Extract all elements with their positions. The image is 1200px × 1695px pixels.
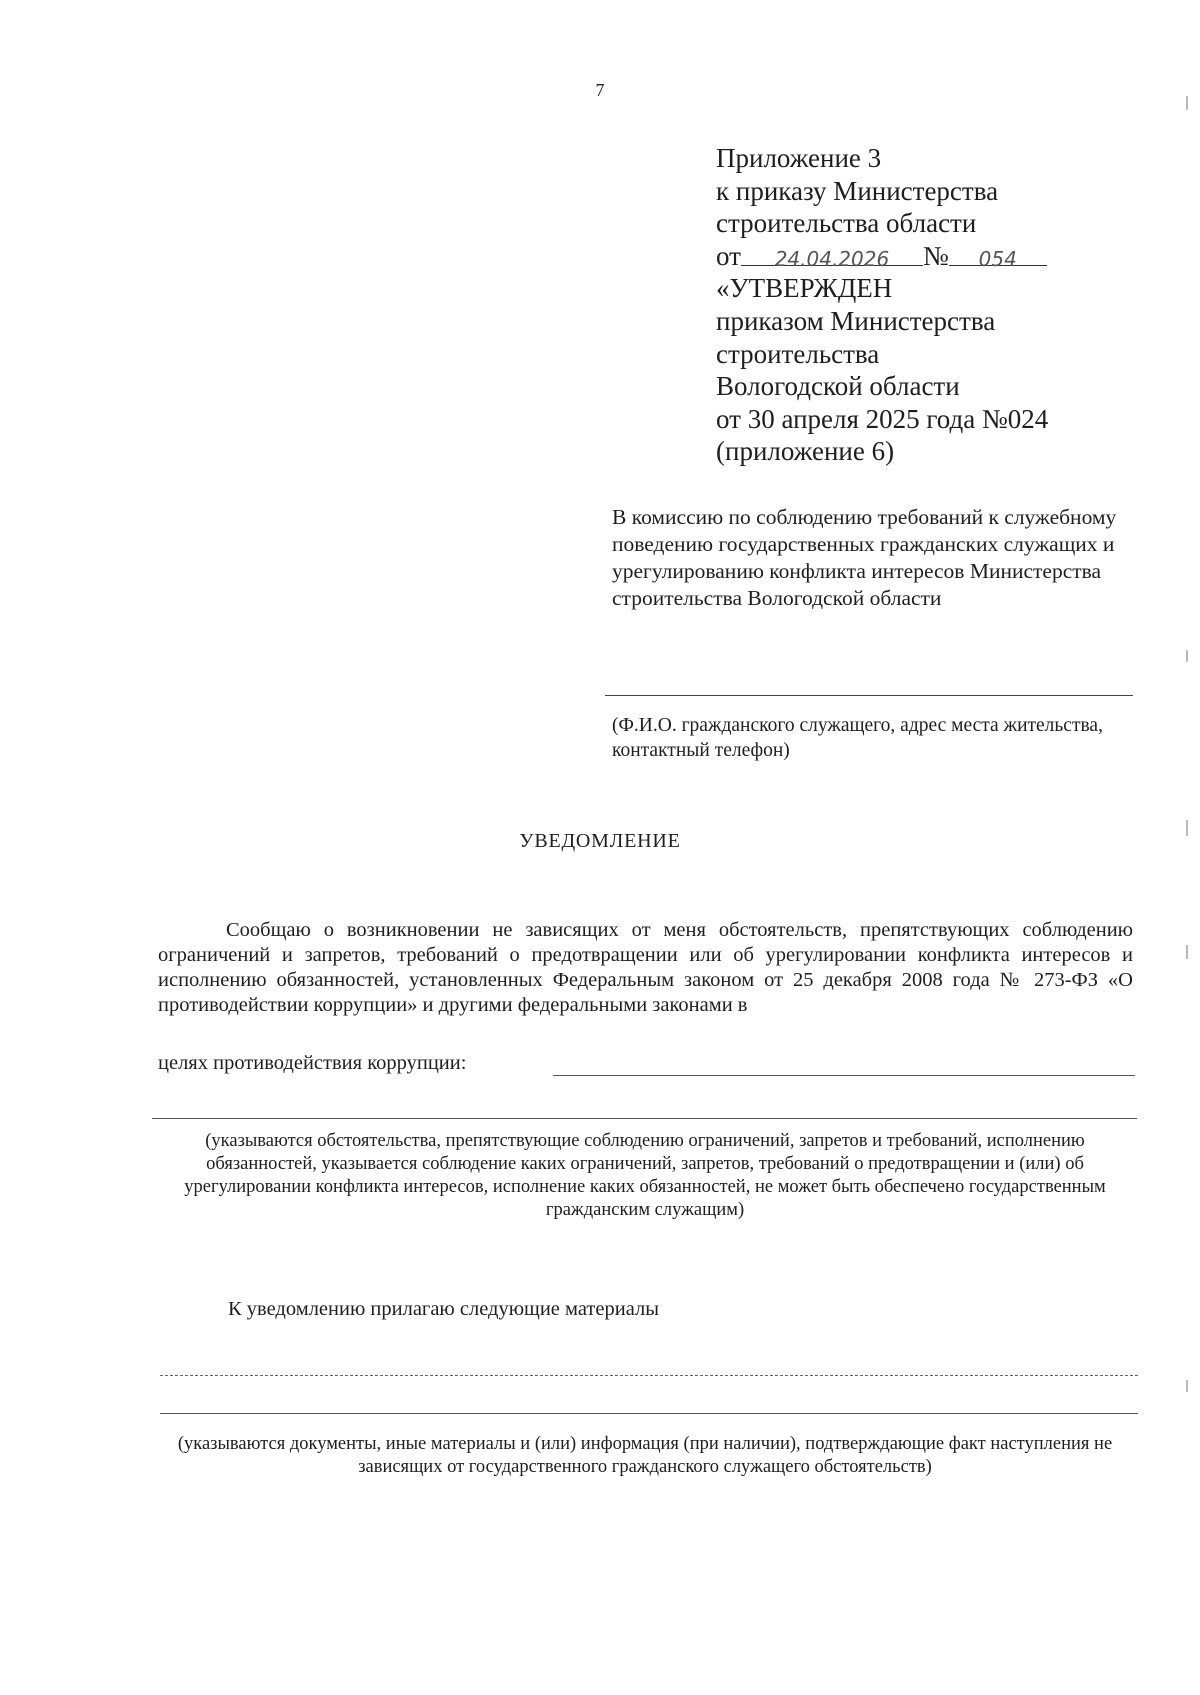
materials-fill-line-2 bbox=[160, 1413, 1138, 1414]
purpose-fill-line bbox=[553, 1075, 1135, 1076]
number-sign: № bbox=[922, 240, 949, 271]
scan-edge-mark bbox=[1186, 945, 1188, 959]
circumstances-caption: (указываются обстоятельства, препятствующие соблюдению ограничений, запретов и требований, исполнению обязанностей, указывается соблюдение каких ограничений, запретов, требований о предотвращении и (или) об урегулировании конфликта интересов, исполнение каких обязанностей, не может быть обеспечено государственным гражданским служащим) bbox=[184, 1131, 1106, 1220]
materials-fill-line-1 bbox=[160, 1375, 1138, 1376]
appendix-order-ref: к приказу Министерства bbox=[716, 175, 999, 206]
approved-ministry: строительства bbox=[716, 338, 880, 369]
approved-date-number: от 30 апреля 2025 года №024 bbox=[716, 403, 1049, 434]
approved-appendix-ref: (приложение 6) bbox=[716, 436, 895, 467]
materials-caption: (указываются документы, иные материалы и (или) информация (при наличии), подтверждающие факт наступления не зависящих от государственного гражданского служащего обстоятельств) bbox=[177, 1434, 1113, 1477]
circumstances-fill-line bbox=[152, 1118, 1137, 1119]
sender-fill-line bbox=[605, 695, 1133, 696]
handwritten-date-field bbox=[741, 240, 923, 271]
appendix-date-number-row bbox=[716, 240, 1048, 273]
purpose-label: целях противодействия коррупции: bbox=[158, 1052, 467, 1074]
handwritten-number: 054 bbox=[978, 246, 1017, 271]
scan-edge-mark bbox=[1186, 96, 1188, 110]
appendix-header bbox=[716, 142, 1048, 468]
date-prefix: от bbox=[716, 240, 741, 271]
scan-edge-mark bbox=[1186, 820, 1188, 836]
materials-label: К уведомлению прилагаю следующие материалы bbox=[228, 1298, 659, 1320]
scan-edge-mark bbox=[1186, 650, 1188, 662]
handwritten-number-field bbox=[949, 240, 1047, 271]
approved-order-ref: приказом Министерства bbox=[716, 305, 996, 336]
appendix-title: Приложение 3 bbox=[716, 143, 882, 173]
addressee-block: В комиссию по соблюдению требований к служебному поведению государственных гражданских служащих и урегулированию конфликта интересов Министерства строительства Вологодской области bbox=[612, 505, 1117, 610]
sender-caption: (Ф.И.О. гражданского служащего, адрес места жительства, контактный телефон) bbox=[612, 715, 1103, 761]
appendix-ministry: строительства области bbox=[716, 208, 977, 239]
document-title: УВЕДОМЛЕНИЕ bbox=[519, 830, 681, 852]
notification-body: Сообщаю о возникновении не зависящих от меня обстоятельств, препятствующих соблюдению ограничений и запретов, требований о предотвращении или об урегулировании конфликта интересов и исполнению обязанностей, установленных Федеральным законом от 25 декабря 2008 года № 273-ФЗ «О противодействии коррупции» и другими федеральными законами в bbox=[158, 919, 1133, 1016]
scan-edge-mark bbox=[1186, 1380, 1188, 1392]
approved-stamp-title: «УТВЕРЖДЕН bbox=[716, 273, 893, 304]
approved-region: Вологодской области bbox=[716, 371, 960, 402]
handwritten-date: 24.04.2026 bbox=[774, 246, 890, 271]
page-number: 7 bbox=[595, 80, 605, 100]
